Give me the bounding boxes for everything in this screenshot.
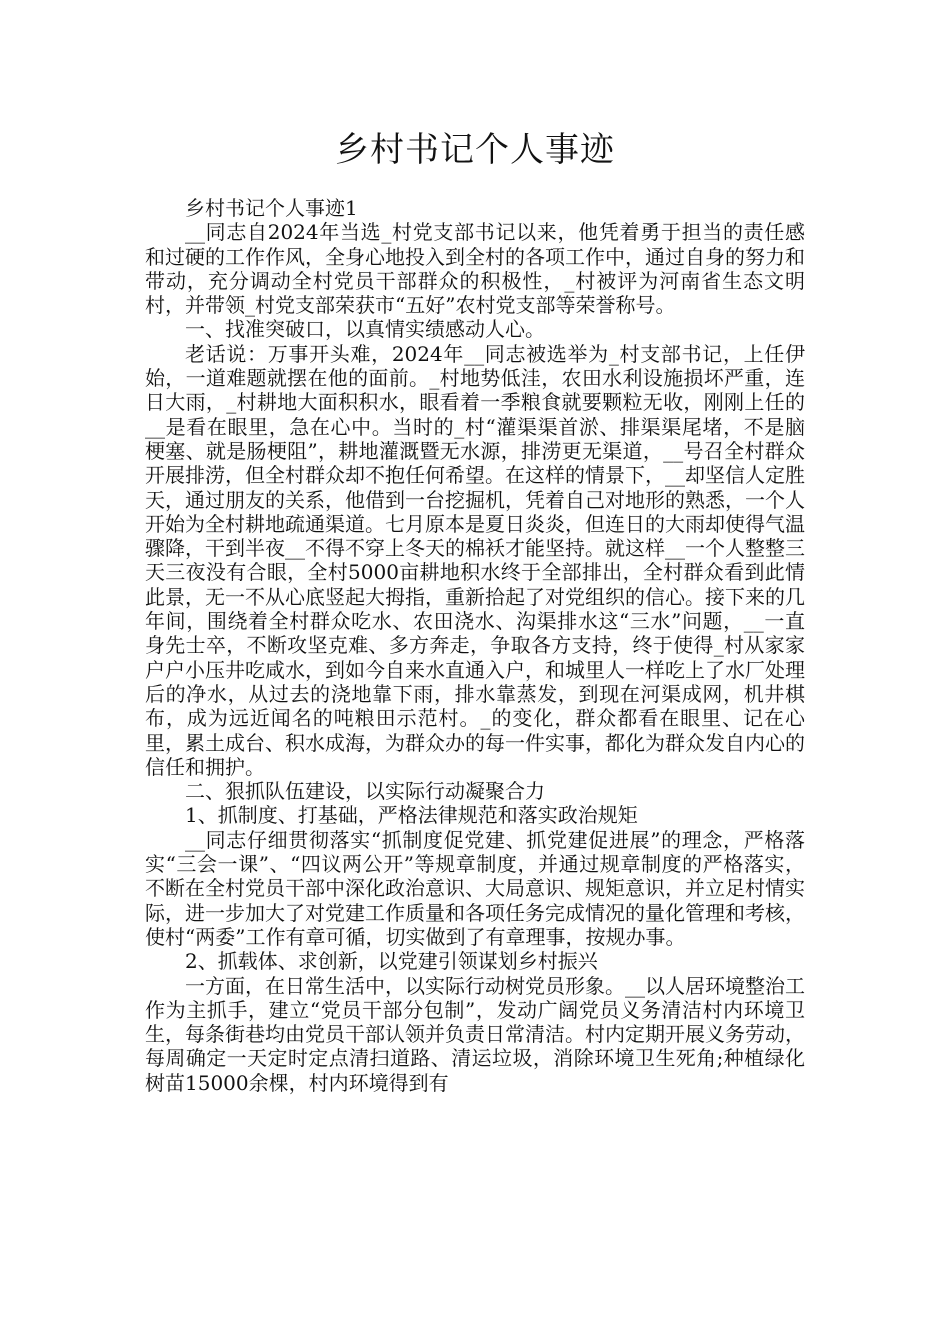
section-heading-1: 乡村书记个人事迹1: [185, 196, 358, 220]
section-heading-one: 一、找准突破口，以真情实绩感动人心。: [185, 317, 545, 342]
paragraph-intro: __同志自2024年当选_村党支部书记以来，他凭着勇于担当的责任感和过硬的工作作风，全身心地投入到全村的各项工作中，通过自身的努力和带动，充分调动全村党员干部群众的积极性，_村被评为河南省生态文明村，并带领_村党支部荣获市“五好”农村党支部等荣誉称号。: [145, 220, 805, 318]
subheading-system: 1、抓制度、打基础，严格法律规范和落实政治规矩: [185, 803, 638, 828]
paragraph-water-story: 老话说：万事开头难，2024年__同志被选举为_村支部书记，上任伊始，一道难题就摆在他的面前。_村地势低洼，农田水利设施损坏严重，连日大雨，_村耕地大面积积水，眼看着一季粮食就要颗粒无收，刚刚上任的__是看在眼里，急在心中。当时的_村“灌渠渠首淤、排渠渠尾堵，不是脑梗塞、就是肠梗阻”，耕地灌溉暨无水源，排涝更无渠道，__号召全村群众开展排涝，但全村群众却不抱任何希望。在这样的情景下，__却坚信人定胜天，通过朋友的关系，他借到一台挖掘机，凭着自己对地形的熟悉，一个人开始为全村耕地疏通渠道。七月原本是夏日炎炎，但连日的大雨却使得气温骤降，干到半夜__不得不穿上冬天的棉袄才能坚持。就这样__一个人整整三天三夜没有合眼，全村5000亩耕地积水终于全部排出，全村群众看到此情此景，无一不从心底竖起大拇指，重新拾起了对党组织的信心。接下来的几年间，围绕着全村群众吃水、农田浇水、沟渠排水这“三水”问题，__一直身先士卒，不断攻坚克难、多方奔走，争取各方支持，终于使得_村从家家户户小压井吃咸水，到如今自来水直通入户，和城里人一样吃上了水厂处理后的净水，从过去的浇地靠下雨，排水靠蒸发，到现在河渠成网，机井棋布，成为远近闻名的吨粮田示范村。_的变化，群众都看在眼里、记在心里，累土成台、积水成海，为群众办的每一件实事，都化为群众发自内心的信任和拥护。: [145, 341, 805, 779]
document-body: [145, 196, 805, 1095]
section-heading-two: 二、狠抓队伍建设，以实际行动凝聚合力: [185, 779, 545, 804]
paragraph-system: __同志仔细贯彻落实“抓制度促党建、抓党建促进展”的理念，严格落实“三会一课”、“四议两公开”等规章制度，并通过规章制度的严格落实，不断在全村党员干部中深化政治意识、大局意识、规矩意识，并立足村情实际，进一步加大了对党建工作质量和各项任务完成情况的量化管理和考核，使村“两委”工作有章可循，切实做到了有章理事，按规办事。: [145, 827, 805, 949]
subheading-innovation: 2、抓载体、求创新，以党建引领谋划乡村振兴: [185, 949, 598, 974]
paragraph-environment: 一方面，在日常生活中，以实际行动树党员形象。__以人居环境整治工作为主抓手，建立“党员干部分包制”，发动广阔党员义务清洁村内环境卫生，每条街巷均由党员干部认领并负责日常清洁。村内定期开展义务劳动，每周确定一天定时定点清扫道路、清运垃圾，消除环境卫生死角;种植绿化树苗15000余棵，村内环境得到有: [145, 973, 805, 1095]
document-title: 乡村书记个人事迹: [335, 130, 615, 170]
